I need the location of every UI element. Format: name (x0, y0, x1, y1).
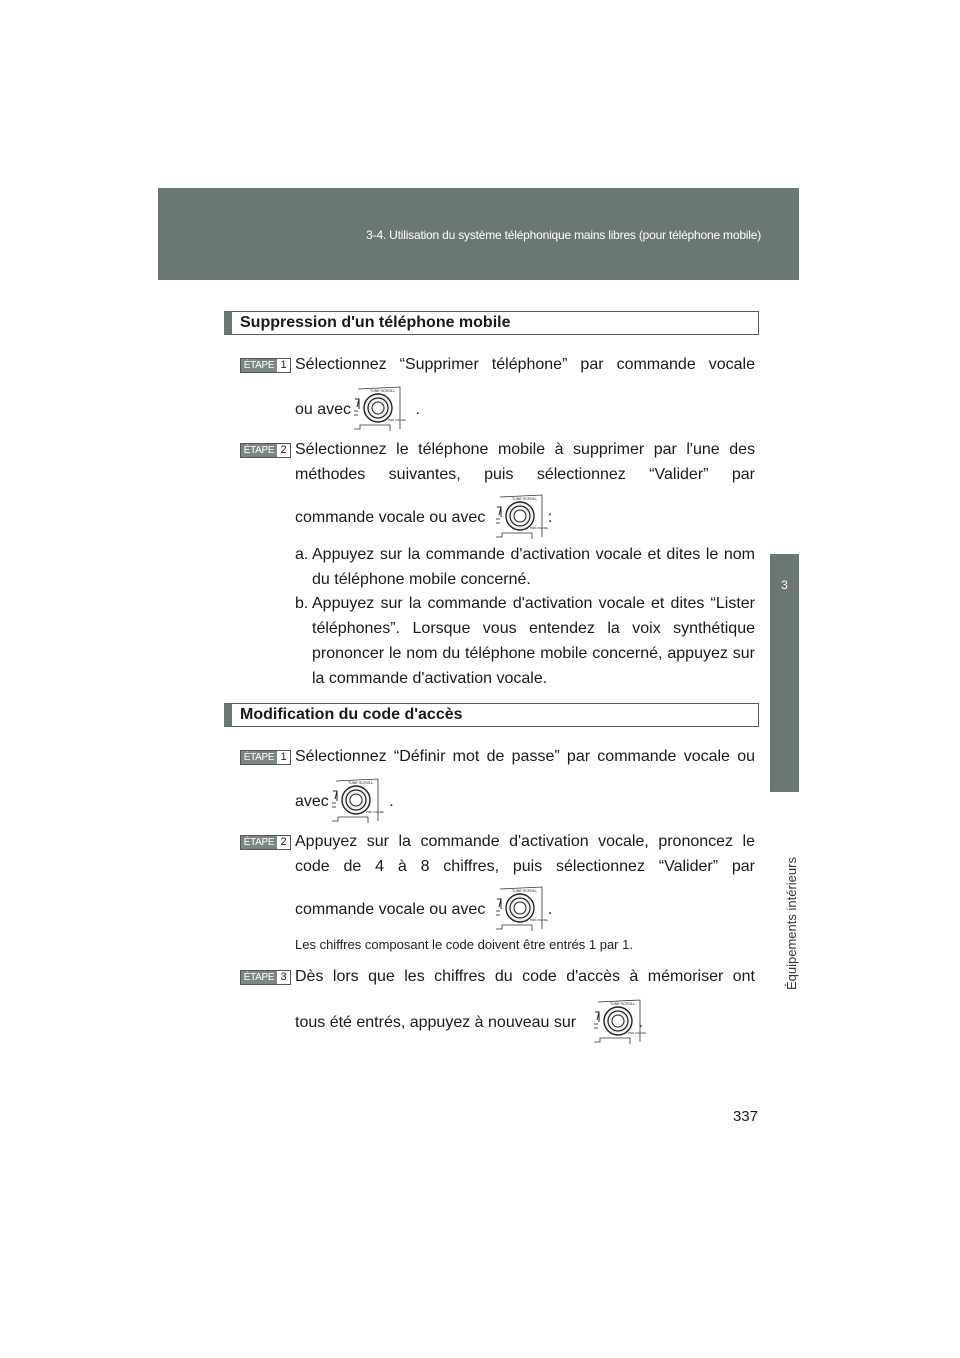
knob-label-bottom: PWR·VOLUME (628, 1032, 646, 1035)
step-badge-number: 1 (280, 359, 287, 371)
list-item-mark: b. (295, 595, 309, 612)
step-badge (240, 443, 291, 458)
step-badge-number: 3 (280, 971, 287, 983)
tune-scroll-knob-icon (492, 493, 548, 539)
step-badge-number: 1 (280, 751, 287, 763)
tune-scroll-knob-icon (590, 998, 646, 1044)
knob-label-top: TUNE·SCROLL (610, 1002, 636, 1006)
list-item-text: Appuyez sur la commande d'activation vocale et dites le nom du téléphone mobile concerné. (312, 546, 755, 588)
step-badge-number: 2 (280, 444, 287, 456)
section-header-change-passcode: Modification du code d'accès (224, 703, 759, 727)
step-text-after: . (547, 901, 553, 918)
step-text-before: commande vocale ou avec (295, 901, 486, 918)
step-note: Les chiffres composant le code doivent être entrés 1 par 1. (295, 937, 633, 952)
knob-label-bottom: PWR·VOLUME (530, 527, 548, 530)
section-title: 3-4. Utilisation du système téléphonique mains libres (pour téléphone mobile) (366, 228, 761, 242)
step-text-after: . (638, 1014, 643, 1031)
knob-label-top: TUNE·SCROLL (512, 889, 538, 893)
step-badge-label: ÉTAPE (241, 444, 277, 457)
step-text-before: avec (295, 793, 329, 810)
step-badge-label: ÉTAPE (241, 751, 277, 764)
step-badge (240, 835, 291, 850)
knob-label-bottom: PWR·VOLUME (366, 811, 384, 814)
knob-label-top: TUNE·SCROLL (370, 389, 396, 393)
knob-label-bottom: PWR·VOLUME (530, 919, 548, 922)
step-text: méthodes suivantes, puis sélectionnez “Valider” par (295, 466, 755, 483)
step-text: Sélectionnez “Définir mot de passe” par commande vocale ou (295, 748, 755, 765)
step-badge (240, 750, 291, 765)
tune-scroll-knob-icon (492, 885, 548, 931)
chapter-label-container (760, 792, 808, 1012)
step-text: Dès lors que les chiffres du code d'accès à mémoriser ont (295, 968, 755, 985)
knob-label-top: TUNE·SCROLL (512, 497, 538, 501)
step-text-before: commande vocale ou avec (295, 509, 486, 526)
chapter-tab (770, 554, 799, 792)
knob-label-top: TUNE·SCROLL (348, 781, 374, 785)
step-text-after: . (389, 793, 394, 810)
step-text-before: tous été entrés, appuyez à nouveau sur (295, 1014, 577, 1031)
step-badge (240, 358, 291, 373)
step-badge-number: 2 (280, 836, 287, 848)
step-badge-label: ÉTAPE (241, 359, 277, 372)
list-item-text: Appuyez sur la commande d'activation vocale et dites “Lister téléphones”. Lorsque vous entendez la voix synthétique prononcer le nom du téléphone mobile concerné, appuyez sur la commande d'activation vocale. (312, 595, 755, 687)
step-text: code de 4 à 8 chiffres, puis sélectionnez “Valider” par (295, 858, 755, 875)
step-text: Sélectionnez le téléphone mobile à supprimer par l'une des (295, 441, 755, 458)
step-text-before: ou avec (295, 401, 352, 418)
tune-scroll-knob-icon (350, 385, 406, 431)
step-text-after: : (547, 509, 553, 526)
step-badge-label: ÉTAPE (241, 971, 277, 984)
header-band (158, 188, 799, 280)
chapter-label: Équipements intérieurs (784, 857, 799, 990)
page-number: 337 (732, 1108, 758, 1125)
step-text-after: . (415, 401, 420, 418)
tune-scroll-knob-icon (328, 777, 384, 823)
step-text: Sélectionnez “Supprimer téléphone” par commande vocale (295, 356, 755, 373)
step-text: Appuyez sur la commande d'activation vocale, prononcez le (295, 833, 755, 850)
list-item-mark: a. (295, 546, 309, 563)
list-item (295, 591, 755, 691)
list-item (295, 542, 755, 592)
step-badge-label: ÉTAPE (241, 836, 277, 849)
knob-label-bottom: PWR·VOLUME (388, 419, 406, 422)
chapter-number: 3 (781, 578, 788, 592)
step-badge (240, 970, 291, 985)
section-header-delete-phone: Suppression d'un téléphone mobile (224, 311, 759, 335)
